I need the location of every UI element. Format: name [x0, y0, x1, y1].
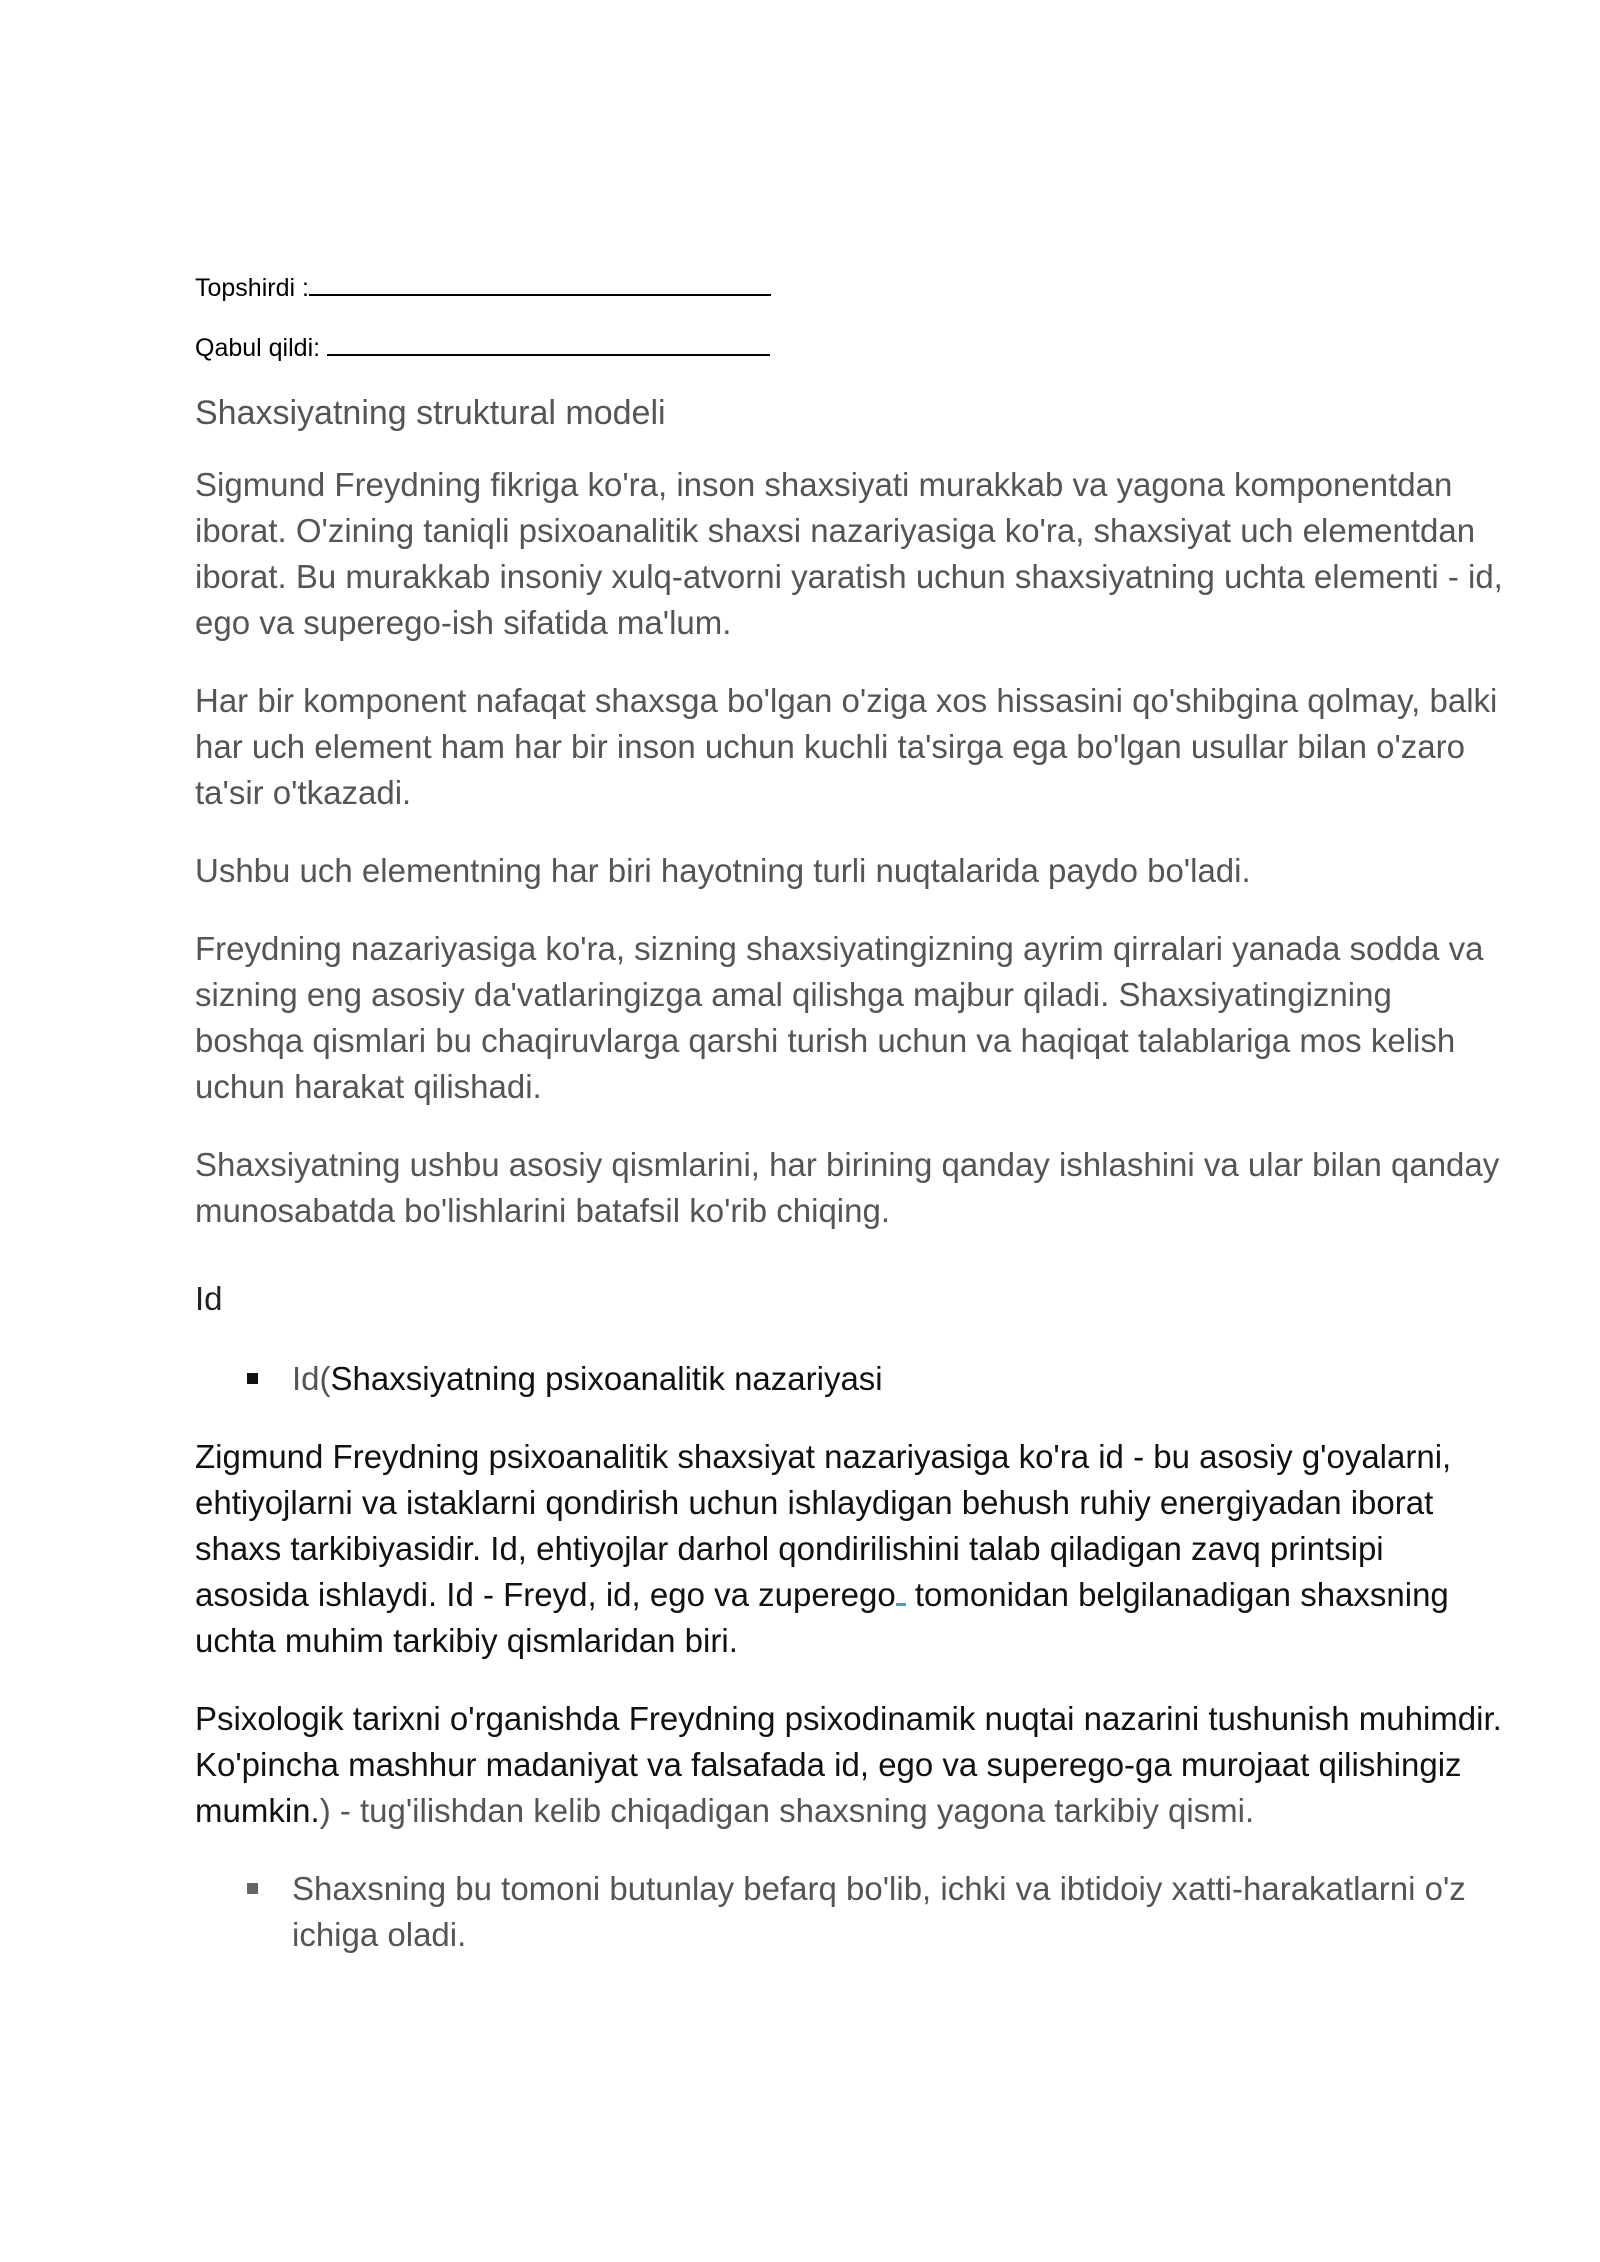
id-definition-text: Zigmund Freydning psixoanalitik shaxsiyat nazariyasiga ko'ra id - bu asosiy g'oyalarni, ehtiyojlarni va istaklarni qondirish uchun ishlaydigan behush ruhiy energiyadan iborat shaxs tarkibiyasidir. Id, ehtiyojlar darhol qondirilishini talab qiladigan zavq printsipi asosida ishlaydi. Id - Freyd, id, ego va zuperego [195, 1438, 1452, 1613]
section-label-id: Id [195, 1280, 223, 1317]
paragraph-psychology [195, 1696, 1505, 1834]
paragraph-stages: Ushbu uch elementning har biri hayotning turli nuqtalarida paydo bo'ladi. [195, 852, 1251, 889]
bullet-item-id [195, 1356, 1505, 1402]
bullet-item-title: Shaxsiyatning psixoanalitik nazariyasi [330, 1360, 883, 1397]
accepted-by-blank[interactable] [327, 330, 770, 356]
submitted-by-label: Topshirdi : [195, 274, 309, 302]
bullet-item-prefix: Id( [292, 1360, 331, 1397]
psychology-text: Psixologik tarixni o'rganishda Freydning psixodinamik nuqtai nazarini tushunish muhimdir. Ko'pincha mashhur madaniyat va falsafada id, ego va superego-ga murojaat qilishingiz mumkin. [195, 1700, 1502, 1829]
paragraph-intro: Sigmund Freydning fikriga ko'ra, inson shaxsiyati murakkab va yagona komponentdan iborat. O'zining taniqli psixoanalitik shaxsi nazariyasiga ko'ra, shaxsiyat uch elementdan iborat. Bu murakkab insoniy xulq-atvorni yaratish uchun shaxsiyatning uchta elementi - id, ego va superego-ish sifatida ma'lum. [195, 466, 1503, 641]
accepted-by-field [195, 330, 1505, 366]
document-page [195, 270, 1505, 1990]
spelling-mark-icon [896, 1573, 906, 1606]
paragraph-id-definition [195, 1434, 1505, 1664]
paragraph-components: Har bir komponent nafaqat shaxsga bo'lgan o'ziga xos hissasini qo'shibgina qolmay, balki har uch element ham har bir inson uchun kuchli ta'sirga ega bo'lgan usullar bilan o'zaro ta'sir o'tkazadi. [195, 682, 1498, 811]
bullet-item-aspect-text: Shaxsning bu tomoni butunlay befarq bo'lib, ichki va ibtidoiy xatti-harakatlarni o'z ichiga oladi. [292, 1870, 1466, 1953]
bullet-square-icon [247, 1883, 258, 1894]
id-definition-text-end: tomonidan belgilanadigan shaxsning uchta muhim tarkibiy qismlaridan biri. [195, 1576, 1449, 1659]
bullet-item-aspect [195, 1866, 1505, 1958]
psychology-text-continuation: ) - tug'ilishdan kelib chiqadigan shaxsning yagona tarkibiy qismi. [319, 1792, 1255, 1829]
document-heading: Shaxsiyatning struktural modeli [195, 394, 666, 432]
accepted-by-label: Qabul qildi: [195, 334, 321, 362]
submitted-by-blank[interactable] [309, 270, 771, 296]
paragraph-overview: Shaxsiyatning ushbu asosiy qismlarini, har birining qanday ishlashini va ular bilan qanday munosabatda bo'lishlarini batafsil ko'rib chiqing. [195, 1146, 1500, 1229]
submitted-by-field [195, 270, 1505, 306]
paragraph-freud-theory: Freydning nazariyasiga ko'ra, sizning shaxsiyatingizning ayrim qirralari yanada sodda va sizning eng asosiy da'vatlaringizga amal qilishga majbur qiladi. Shaxsiyatingizning boshqa qismlari bu chaqiruvlarga qarshi turish uchun va haqiqat talablariga mos kelish uchun harakat qilishadi. [195, 930, 1484, 1105]
bullet-square-icon [247, 1373, 258, 1384]
